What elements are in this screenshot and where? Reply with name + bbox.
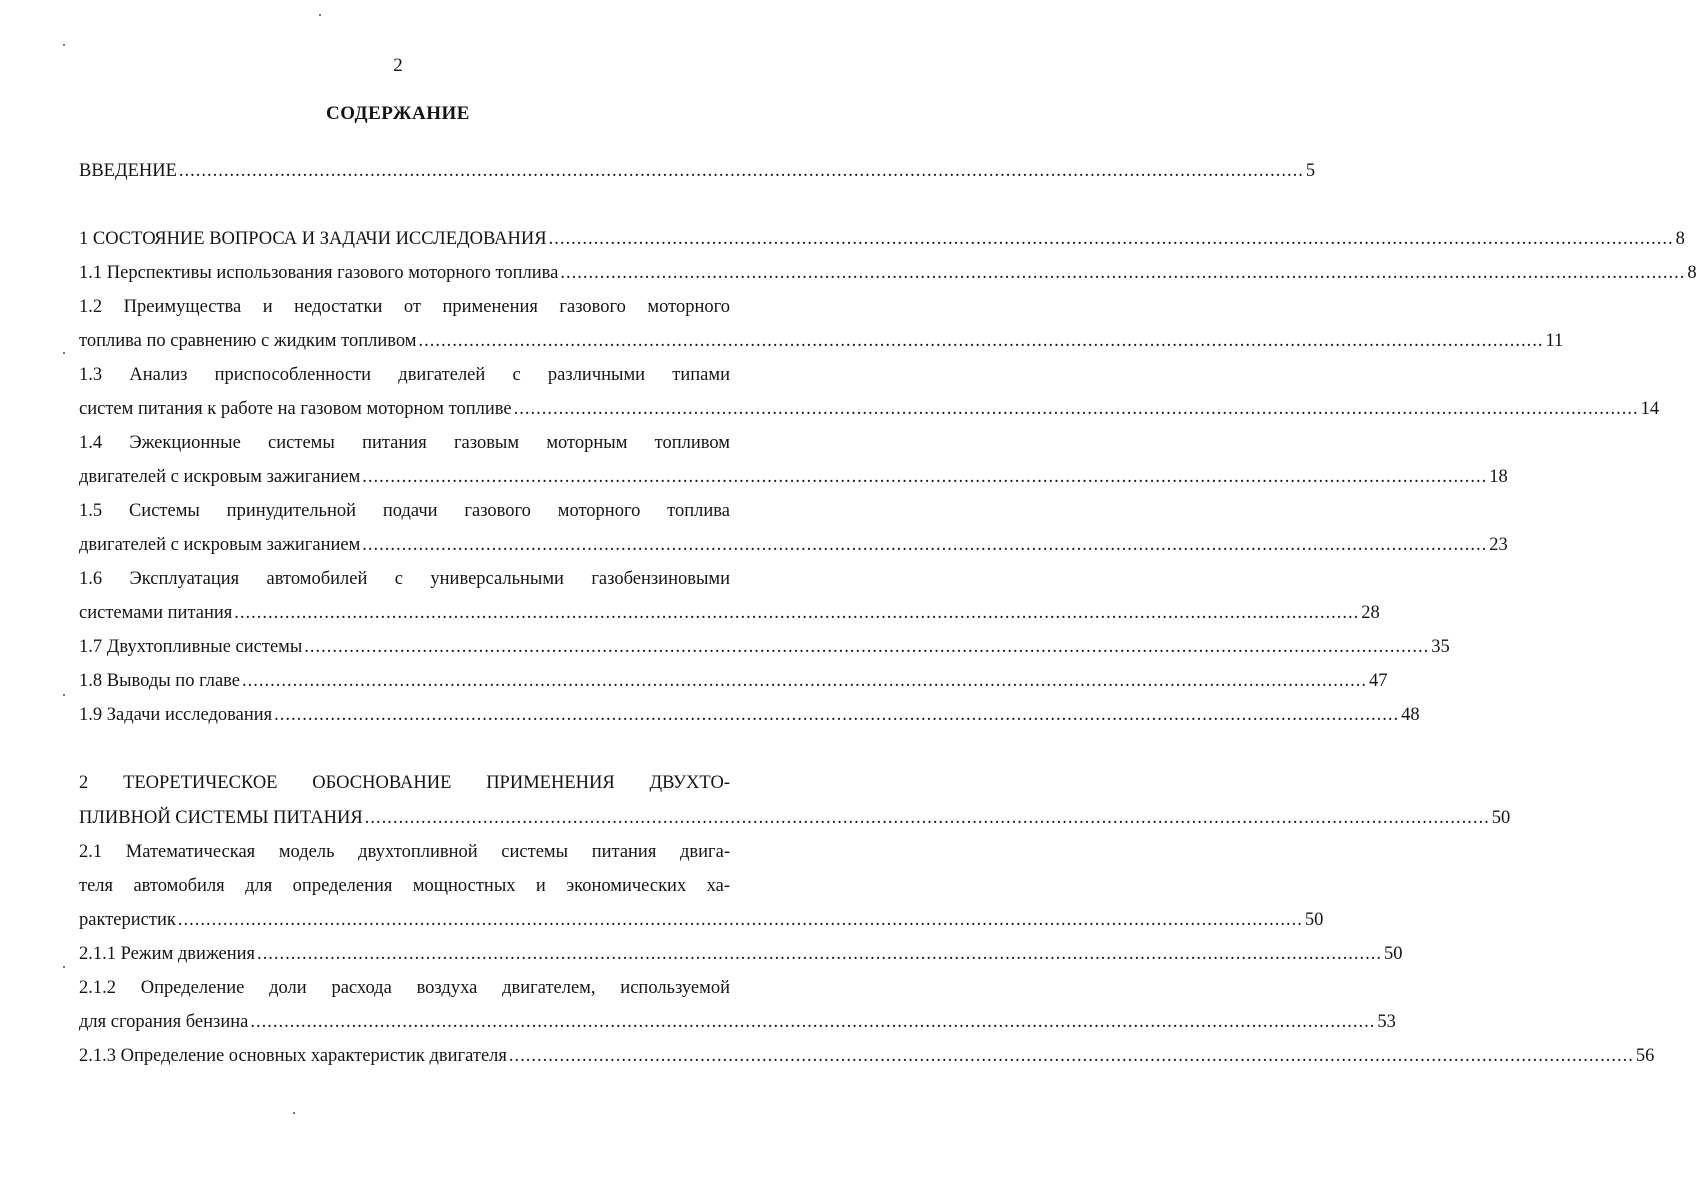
toc-entry-line [79,600,1380,626]
toc-leader-dots: ........................................................................................................................................................................................................ [418,331,1544,351]
toc-page-number: 23 [1489,535,1508,555]
toc-entry-title: для сгорания бензина [79,1012,249,1032]
scan-speck [63,352,65,354]
toc-entry-line [79,226,1685,252]
toc-entry-title: систем питания к работе на газовом моторном топливе [79,399,512,419]
toc-leader-dots: ........................................................................................................................................................................................................ [274,705,1400,725]
toc-leader-dots: ........................................................................................................................................................................................................ [560,263,1686,283]
toc-leader-dots: ........................................................................................................................................................................................................ [513,399,1639,419]
toc-entry-title: топлива по сравнению с жидким топливом [79,331,417,351]
toc-entry-line [79,805,1511,831]
toc-entry-line [79,396,1660,422]
toc-entry-title: рактеристик [79,910,176,930]
toc-entry-line [79,532,1508,558]
toc-page-number: 14 [1640,399,1660,419]
toc-leader-dots: ........................................................................................................................................................................................................ [362,467,1488,487]
toc-entry-title: двигателей с искровым зажиганием [79,467,361,487]
toc-page-number: 56 [1635,1046,1655,1066]
toc-leader-dots: ........................................................................................................................................................................................................ [548,229,1674,249]
toc-entry-title: 1.2 Преимущества и недостатки от применения газового моторного [79,297,730,317]
toc-entry-title: системами питания [79,603,233,623]
toc-entry-line [79,702,1420,728]
toc-page-number: 50 [1304,910,1324,930]
toc-page-number: 11 [1545,331,1564,351]
page-number: 2 [393,55,403,76]
toc-entry-line [79,158,1316,184]
toc-page-number: 35 [1431,637,1450,657]
toc-entry-title: 2.1.1 Режим движения [79,944,256,964]
toc-entry-title: 1.1 Перспективы использования газового моторного топлива [79,263,559,283]
toc-entry-title: 1.5 Системы принудительной подачи газового моторного топлива [79,501,730,521]
toc-entry-title: 2.1.3 Определение основных характеристик двигателя [79,1046,507,1066]
toc-leader-dots: ........................................................................................................................................................................................................ [250,1012,1376,1032]
toc-entry-title: 1.3 Анализ приспособленности двигателей с различными типами [79,365,730,385]
toc-entry-title: 1.7 Двухтопливные системы [79,637,303,657]
toc-entry-title: 2.1.2 Определение доли расхода воздуха двигателем, используемой [79,978,730,998]
scan-speck [319,14,321,16]
toc-entry-title: ВВЕДЕНИЕ [79,161,177,181]
toc-page-number: 50 [1384,944,1403,964]
toc-entry-title: 1 СОСТОЯНИЕ ВОПРОСА И ЗАДАЧИ ИССЛЕДОВАНИЯ [79,229,547,249]
toc-leader-dots: ........................................................................................................................................................................................................ [364,808,1490,828]
toc-entry-title: двигателей с искровым зажиганием [79,535,361,555]
toc-leader-dots: ........................................................................................................................................................................................................ [234,603,1360,623]
toc-entry-line [79,634,1450,660]
toc-leader-dots: ........................................................................................................................................................................................................ [257,944,1383,964]
toc-leader-dots: ........................................................................................................................................................................................................ [362,535,1488,555]
toc-entry-title: 1.6 Эксплуатация автомобилей с универсальными газобензиновыми [79,569,730,589]
toc-page-number: 47 [1369,671,1388,691]
toc-entry-line [79,1009,1396,1035]
toc-entry-line [79,260,1697,286]
toc-entry-title: 1.8 Выводы по главе [79,671,241,691]
toc-leader-dots: ........................................................................................................................................................................................................ [178,161,1304,181]
toc-page-number: 8 [1687,263,1697,283]
toc-entry-line [79,941,1403,967]
toc-entry-title: 1.9 Задачи исследования [79,705,273,725]
toc-page-number: 50 [1491,808,1511,828]
toc-page-number: 53 [1377,1012,1396,1032]
toc-page-number: 28 [1361,603,1380,623]
toc-entry-line [79,1043,1655,1069]
scan-speck [63,966,65,968]
toc-page-number: 5 [1305,161,1316,181]
scan-speck [63,44,65,46]
toc-entry-title: теля автомобиля для определения мощностных и экономических ха- [79,876,730,896]
toc-leader-dots: ........................................................................................................................................................................................................ [508,1046,1634,1066]
toc-entry-line [79,907,1324,933]
toc-entry-title: 2 ТЕОРЕТИЧЕСКОЕ ОБОСНОВАНИЕ ПРИМЕНЕНИЯ ДВУХТО- [79,773,730,793]
toc-leader-dots: ........................................................................................................................................................................................................ [242,671,1368,691]
scan-speck [63,694,65,696]
toc-leader-dots: ........................................................................................................................................................................................................ [177,910,1303,930]
toc-entry-title: 1.4 Эжекционные системы питания газовым моторным топливом [79,433,730,453]
toc-entry-title: 2.1 Математическая модель двухтопливной системы питания двига- [79,842,730,862]
toc-entry-line [79,464,1508,490]
scan-speck [293,1112,295,1114]
toc-entry-line [79,668,1388,694]
toc-entry-title: ПЛИВНОЙ СИСТЕМЫ ПИТАНИЯ [79,808,363,828]
toc-page-number: 18 [1489,467,1508,487]
toc-page-number: 48 [1401,705,1420,725]
toc-page-number: 8 [1675,229,1685,249]
toc-leader-dots: ........................................................................................................................................................................................................ [304,637,1430,657]
toc-title: СОДЕРЖАНИЕ [326,103,470,124]
toc-entry-line [79,328,1564,354]
